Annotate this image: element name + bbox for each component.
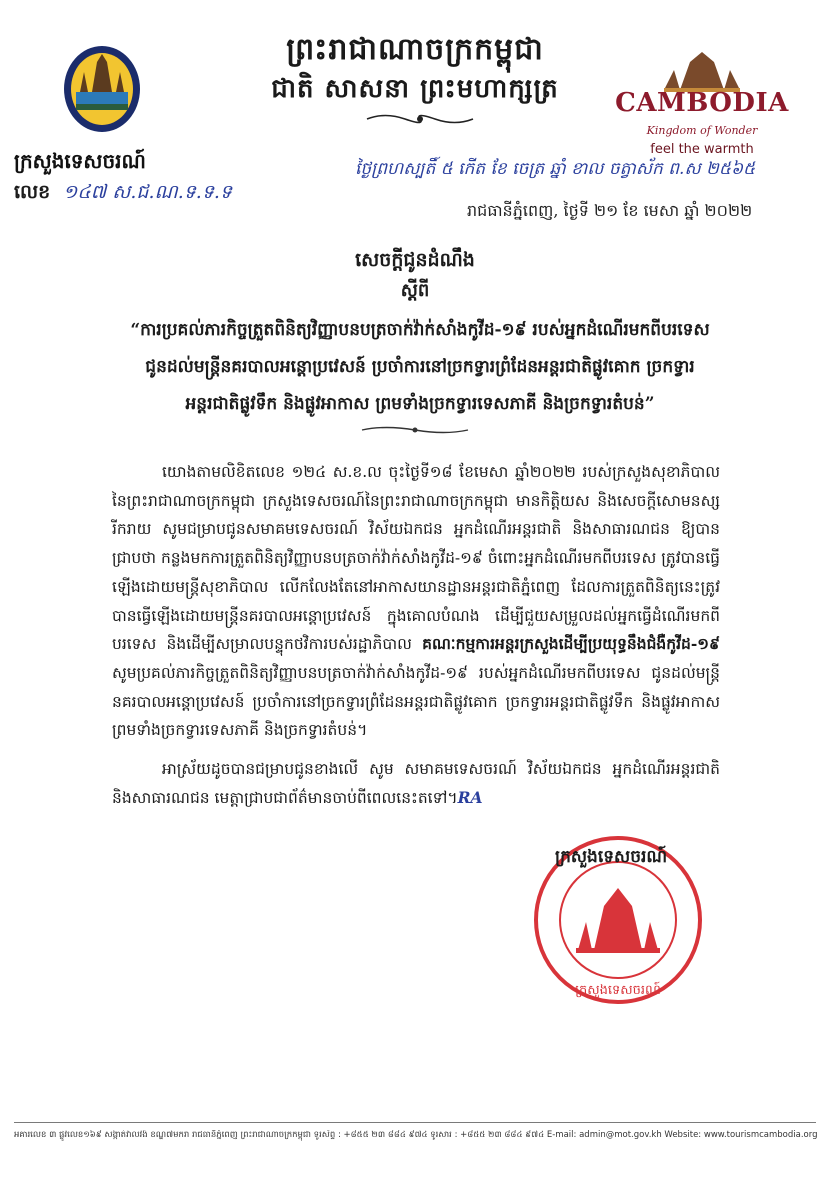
body-paragraph-1: [112, 458, 720, 745]
letter-number: [14, 180, 232, 208]
footer-contact: អគារលេខ ៣ ផ្លូវលេខ១៦៩ សង្កាត់វាលវង់ ខណ្ឌ៧មករា រាជធានីភ្នំពេញ ព្រះរាជាណាចក្រកម្ពុជា ទូរស័ព្ទ : +៨៥៥ ២៣ ៨៨៤ ៩៧៤ ទូរសារ : +៨៥៥ ២៣ ៨៨៤ ៩៧៤ E-mail: admin@mot.gov.kh Website: www.tourismcambodia.org: [14, 1130, 818, 1140]
signature-label: ក្រសួងទេសចរណ៍: [555, 847, 668, 867]
regarding-label: ស្តីពី: [400, 280, 430, 301]
brand-title: CAMBODIA: [615, 88, 789, 118]
brand-subtitle: Kingdom of Wonder: [646, 124, 758, 137]
notice-body: [112, 458, 720, 822]
body-paragraph-2: [112, 755, 720, 812]
handwritten-initials: RA: [457, 787, 483, 807]
notice-subject: “ការប្រគល់ភារកិច្ចត្រួតពិនិត្យវិញ្ញាបនបត្រចាក់វ៉ាក់សាំងកូវីដ-១៩ របស់អ្នកដំណើរមកពីបរទេស ជូនដល់មន្ត្រីនគរបាលអន្តោប្រវេសន៍ ប្រចាំការនៅច្រកទ្វារព្រំដែនអន្តរជាតិផ្លូវគោក ច្រកទ្វារ អន្តរជាតិផ្លូវទឹក និងផ្លូវអាកាស ព្រមទាំងច្រកទ្វារទេសភាគី និងច្រកទ្វារតំបន់”: [130, 320, 710, 414]
body-paragraph-1-continued: សូមប្រគល់ភារកិច្ចត្រួតពិនិត្យវិញ្ញាបនបត្រចាក់វ៉ាក់សាំងកូវីដ-១៩ របស់អ្នកដំណើរមកពីបរទេស ជូនដល់មន្ត្រីនគរបាលអន្តោប្រវេសន៍ ប្រចាំការនៅច្រកទ្វារព្រំដែនអន្តរជាតិផ្លូវគោក ច្រកទ្វារអន្តរជាតិផ្លូវទឹក និងផ្លូវអាកាស ព្រមទាំងច្រកទ្វារទេសភាគី និងច្រកទ្វារតំបន់។: [112, 663, 720, 740]
body-paragraph-1-text: យោងតាមលិខិតលេខ ១២៤ ស.ខ.ល ចុះថ្ងៃទី១៨ ខែមេសា ឆ្នាំ២០២២ របស់ក្រសួងសុខាភិបាលនៃព្រះរាជាណាចក្រកម្ពុជា ក្រសួងទេសចរណ៍នៃព្រះរាជាណាចក្រកម្ពុជា មានកិត្តិយស និងសេចក្តីសោមនស្សរីករាយ សូមជម្រាបជូនសមាគមទេសចរណ៍ វិស័យឯកជន អ្នកដំណើរអន្តរជាតិ និងសាធារណជន ឱ្យបានជ្រាបថា កន្លងមកការត្រួតពិនិត្យវិញ្ញាបនបត្រចាក់វ៉ាក់សាំងកូវីដ-១៩ ចំពោះអ្នកដំណើរមកពីបរទេស ត្រូវបានធ្វើឡើងដោយមន្ត្រីសុខាភិបាល លើកលែងតែនៅអាកាសយានដ្ឋានអន្តរជាតិភ្នំពេញ ដែលការត្រួតពិនិត្យនេះត្រូវបានធ្វើឡើងដោយមន្ត្រីនគរបាលអន្តោប្រវេសន៍ ក្នុងគោលបំណង ដើម្បីជួយសម្រួលដល់អ្នកធ្វើដំណើរមកពីបរទេស និងដើម្បីសម្រាលបន្ទុកថវិការបស់រដ្ឋាភិបាល: [112, 463, 720, 654]
footer-rule: [14, 1122, 816, 1123]
national-motto: ជាតិ សាសនា ព្រះមហាក្សត្រ: [271, 74, 559, 104]
ornament-divider-icon: [365, 112, 475, 126]
kingdom-heading: ព្រះរាជាណាចក្រកម្ពុជា: [286, 32, 544, 67]
letter-number-label: លេខ: [14, 181, 51, 203]
place-and-date: រាជធានីភ្នំពេញ, ថ្ងៃទី ២១ ខែ មេសា ឆ្នាំ ២០២២: [467, 201, 753, 220]
committee-name: គណៈកម្មការអន្តរក្រសួងដើម្បីប្រយុទ្ធនឹងជំងឺកូវីដ-១៩: [422, 634, 720, 654]
body-paragraph-2-text: អាស្រ័យដូចបានជម្រាបជូនខាងលើ សូម សមាគមទេសចរណ៍ វិស័យឯកជន អ្នកដំណើរអន្តរជាតិ និងសាធារណជន មេត្តាជ្រាបជាព័ត៌មានចាប់ពីពេលនេះតទៅ។: [112, 760, 720, 807]
seal-bottom-text: ក្រសួងទេសចរណ៍: [575, 983, 661, 998]
lunar-date: ថ្ងៃព្រហស្បតិ៍ ៥ កើត ខែ ចេត្រ ឆ្នាំ ខាល ចត្វាស័ក ព.ស ២៥៦៥: [355, 159, 756, 179]
letter-number-value: ១៤៧ ស.ជ.ណ.ទ.ទ.ទ: [62, 181, 232, 203]
ministry-of-tourism-logo: [62, 44, 142, 134]
ministry-name: ក្រសួងទេសចរណ៍: [14, 149, 146, 173]
notice-title: សេចក្តីជូនដំណឹង: [355, 249, 475, 271]
ornament-divider-icon: [360, 425, 470, 435]
brand-tagline: feel the warmth: [650, 142, 754, 157]
